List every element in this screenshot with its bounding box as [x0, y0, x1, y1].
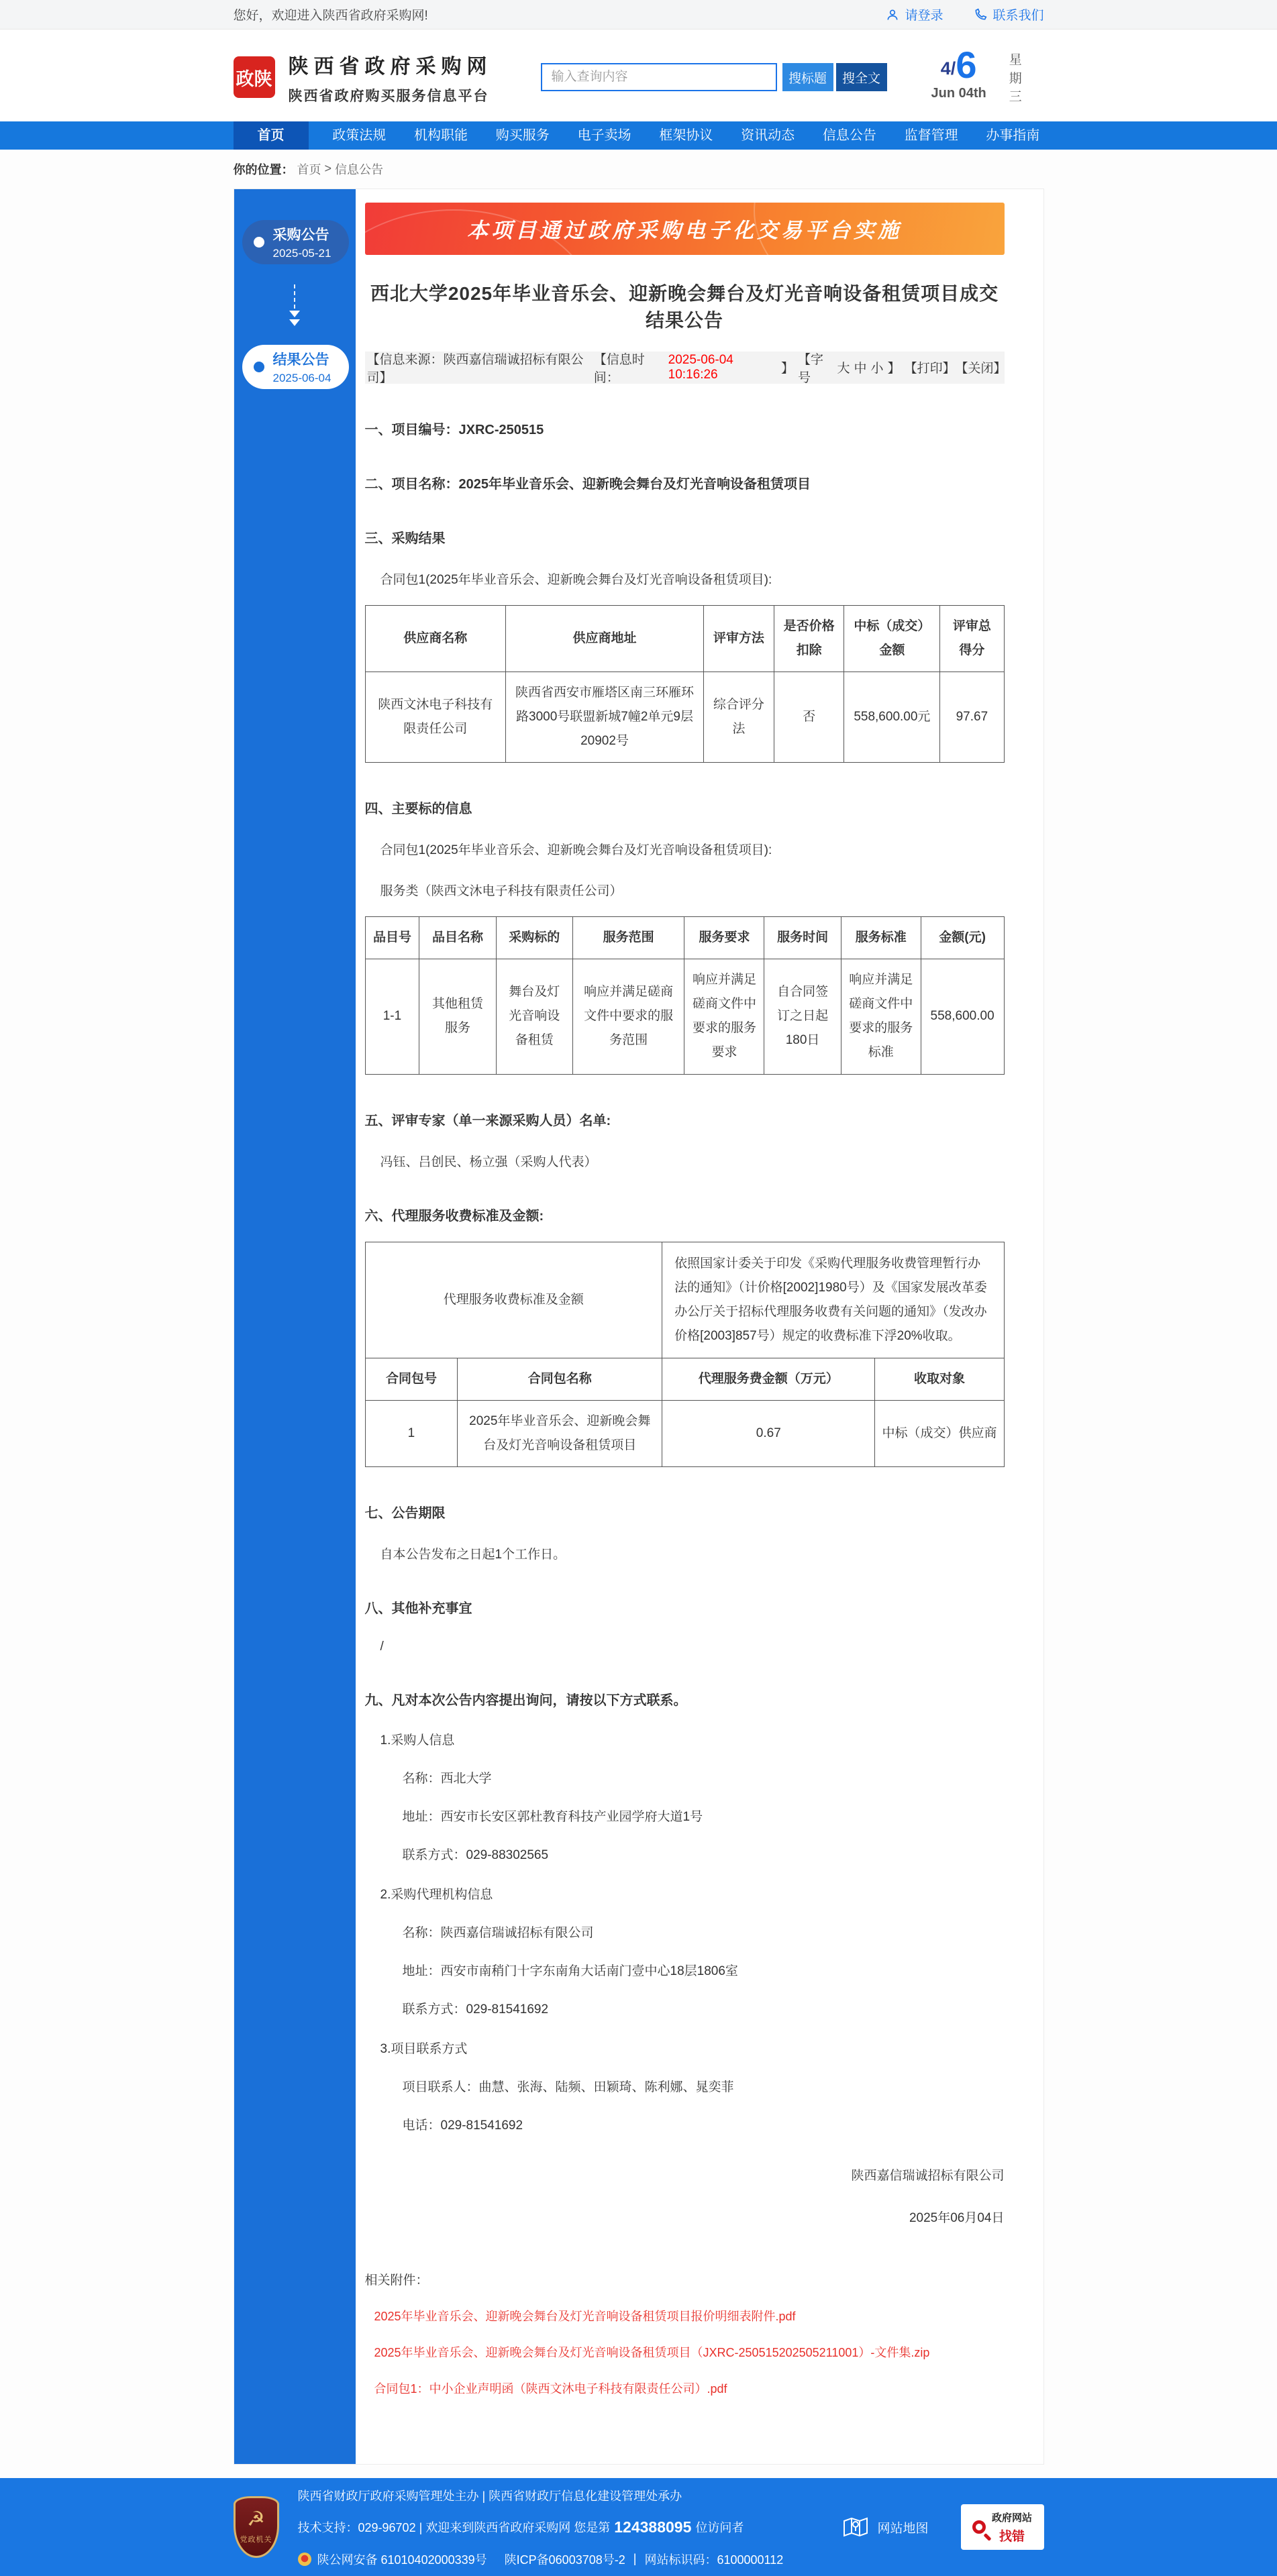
party-government-emblem-icon: ☭ 党政机关 — [234, 2496, 279, 2558]
sidebar-item-result-announcement[interactable]: 结果公告 2025-06-04 — [242, 345, 349, 389]
user-icon — [886, 8, 899, 21]
info-time: 2025-06-04 10:16:26 — [668, 352, 733, 382]
nav-item-announcements[interactable]: 信息公告 — [822, 127, 876, 143]
subject-type-line: 服务类（陕西文沐电子科技有限责任公司） — [380, 884, 623, 899]
site-logo: 政陕 — [234, 56, 275, 98]
timeline-dot — [254, 237, 264, 248]
result-package-line: 合同包1(2025年毕业音乐会、迎新晚会舞台及灯光音响设备租赁项目): — [380, 572, 772, 587]
period-value: 自本公告发布之日起1个工作日。 — [380, 1548, 566, 1562]
buyer-info-heading: 1.采购人信息 — [380, 1733, 455, 1748]
result-table — [365, 605, 1005, 763]
topbar — [0, 0, 1277, 30]
search-input[interactable] — [541, 63, 777, 91]
signoff-company: 陕西嘉信瑞诚招标有限公司 — [851, 2169, 1005, 2184]
table-row: 1 2025年毕业音乐会、迎新晚会舞台及灯光音响设备租赁项目 0.67 中标（成交）供应商 — [365, 1401, 1004, 1467]
attachments-section — [365, 2270, 1005, 2397]
table-header-row: 合同包号 合同包名称 代理服务费金额（万元） 收取对象 — [365, 1358, 1004, 1400]
gongan-beian-link[interactable]: 陕公网安备 61010402000339号 — [317, 2553, 487, 2567]
info-time-open: 【信息时间： — [593, 352, 645, 385]
fontsize-small-button[interactable]: 小 — [870, 362, 884, 376]
section-other-title: 八、其他补充事宜 — [364, 1601, 472, 1617]
magnifier-icon — [972, 2520, 986, 2534]
breadcrumb-home[interactable]: 首页 — [297, 162, 321, 176]
site-header — [0, 30, 1277, 121]
main-nav — [0, 121, 1277, 150]
nav-item-guide[interactable]: 办事指南 — [986, 127, 1040, 143]
breadcrumb-current[interactable]: 信息公告 — [335, 162, 384, 176]
attachment-link-file-set[interactable]: 2025年毕业音乐会、迎新晚会舞台及灯光音响设备租赁项目（JXRC-250515202505211001）-文件集.zip — [374, 2346, 930, 2360]
timeline-arrow-down-icon — [234, 284, 356, 326]
search-area — [541, 63, 887, 91]
breadcrumb — [0, 150, 1277, 189]
table-row: 1-1 其他租赁服务 舞台及灯光音响设备租赁 响应并满足磋商文件中要求的服务范围 响应并满足磋商文件中要求的服务 要求 自合同签订之日起180日 响应并满足磋商文件中要求的服务标准 558,600.00 — [365, 959, 1004, 1074]
banner-text: 本项目通过政府采购电子化交易平台实施 — [467, 219, 902, 243]
project-contact-phone: 电话：029-81541692 — [402, 2118, 523, 2133]
agency-address: 地址：西安市南稍门十字东南角大话南门壹中心18层1806室 — [402, 1964, 738, 1979]
info-time-close: 】 — [781, 362, 795, 376]
sitemap-link[interactable]: 网站地图 — [843, 2516, 928, 2538]
footer-beian-line: 陕公网安备 61010402000339号 陕ICP备06003708号-2 | 网站标识码：6100000112 — [298, 2551, 784, 2568]
search-fulltext-button[interactable]: 搜全文 — [836, 63, 887, 91]
buyer-phone: 联系方式：029-88302565 — [402, 1848, 549, 1863]
section-subject-title: 四、主要标的信息 — [364, 802, 472, 817]
phone-icon — [974, 8, 987, 21]
login-link[interactable]: 请登录 — [886, 5, 943, 23]
visitor-count: 124388095 — [614, 2518, 692, 2536]
section-period-title: 七、公告期限 — [364, 1506, 446, 1521]
section-contact-title: 九、凡对本次公告内容提出询问，请按以下方式联系。 — [364, 1693, 687, 1709]
fontsize-close: 】 — [887, 362, 901, 376]
agency-fee-table — [365, 1242, 1005, 1468]
site-footer — [0, 2478, 1277, 2576]
nav-item-home[interactable]: 首页 — [234, 121, 309, 150]
page-title: 西北大学2025年毕业音乐会、迎新晚会舞台及灯光音响设备租赁项目成交结果公告 — [370, 282, 999, 331]
print-button[interactable]: 【打印】 — [904, 362, 956, 376]
section-result-title: 三、采购结果 — [364, 531, 446, 546]
close-button[interactable]: 【关闭】 — [955, 362, 1007, 376]
section-project-number: 一、项目编号：JXRC-250515 — [364, 422, 544, 437]
fontsize-open: 【字号 — [798, 352, 824, 385]
project-contact-heading: 3.项目联系方式 — [380, 2042, 468, 2057]
fontsize-medium-button[interactable]: 中 — [854, 362, 867, 376]
sidebar-item-procurement-announcement[interactable]: 采购公告 2025-05-21 — [242, 220, 349, 264]
signoff-date: 2025年06月04日 — [909, 2211, 1005, 2226]
site-title: 陕西省政府采购网 — [288, 55, 493, 78]
platform-banner — [365, 203, 1005, 255]
section-agency-fee-title: 六、代理服务收费标准及金额: — [364, 1208, 544, 1224]
search-title-button[interactable]: 搜标题 — [782, 63, 833, 91]
table-header-row: 供应商名称 供应商地址 评审方法 是否价格扣除 中标（成交）金额 评审总得分 — [365, 605, 1004, 672]
project-contact-names: 项目联系人：曲慧、张海、陆频、田颖琦、陈利娜、晁奕菲 — [402, 2080, 734, 2095]
attachment-link-sme-declaration[interactable]: 合同包1：中小企业声明函（陕西文沐电子科技有限责任公司）.pdf — [374, 2382, 727, 2396]
nav-item-framework-agreements[interactable]: 框架协议 — [659, 127, 713, 143]
date-english: Jun 04th — [931, 86, 986, 101]
subject-table — [365, 916, 1005, 1074]
table-row: 代理服务收费标准及金额 依照国家计委关于印发《采购代理服务收费管理暂行办法的通知》（计价格[2002]1980号）及《国家发展改革委办公厅关于招标代理服务收费有关问题的通知》（发改办价格[2003]857号）规定的收费标准下浮20%收取。 — [365, 1242, 1004, 1358]
agency-name: 名称：陕西嘉信瑞诚招标有限公司 — [402, 1926, 594, 1941]
nav-item-functions[interactable]: 机构职能 — [414, 127, 468, 143]
date-day: 6 — [956, 44, 977, 86]
timeline-dot — [254, 362, 264, 372]
police-badge-icon — [298, 2553, 311, 2566]
attachments-title: 相关附件： — [364, 2273, 429, 2288]
table-header-row: 品目号 品目名称 采购标的 服务范围 服务要求 服务时间 服务标准 金额(元) — [365, 917, 1004, 959]
info-source: 【信息来源：陕西嘉信瑞诚招标有限公司】 — [366, 352, 584, 385]
nav-item-supervision[interactable]: 监督管理 — [904, 127, 958, 143]
attachment-link-quote-detail[interactable]: 2025年毕业音乐会、迎新晚会舞台及灯光音响设备租赁项目报价明细表附件.pdf — [374, 2310, 796, 2324]
subject-package-line: 合同包1(2025年毕业音乐会、迎新晚会舞台及灯光音响设备租赁项目): — [380, 843, 772, 858]
contact-link[interactable]: 联系我们 — [974, 5, 1043, 23]
other-value: / — [380, 1640, 384, 1654]
nav-item-purchase-services[interactable]: 购买服务 — [495, 127, 550, 143]
breadcrumb-separator: > — [324, 162, 332, 176]
fontsize-large-button[interactable]: 大 — [837, 362, 850, 376]
agency-phone: 联系方式：029-81541692 — [402, 2002, 549, 2017]
weekday-label: 星期三 — [1009, 53, 1022, 105]
article-content — [356, 189, 1043, 2465]
nav-item-e-marketplace[interactable]: 电子卖场 — [577, 127, 631, 143]
gov-site-error-report-badge[interactable]: 政府网站 找错 — [961, 2504, 1044, 2550]
nav-item-policies[interactable]: 政策法规 — [332, 127, 387, 143]
table-row: 陕西文沐电子科技有限责任公司 陕西省西安市雁塔区南三环雁环路3000号联盟新城7幢2单元9层20902号 综合评分法 否 558,600.00元 97.67 — [365, 672, 1004, 762]
date-widget — [931, 44, 1024, 107]
section-experts-title: 五、评审专家（单一来源采购人员）名单: — [364, 1113, 611, 1128]
date-month: 4/ — [940, 58, 956, 79]
footer-organizer-line: 陕西省财政厅政府采购管理处主办 | 陕西省财政厅信息化建设管理处承办 — [297, 2489, 682, 2503]
section-project-name: 二、项目名称：2025年毕业音乐会、迎新晚会舞台及灯光音响设备租赁项目 — [364, 476, 811, 492]
footer-support-line: 技术支持：029-96702 | 欢迎来到陕西省政府采购网 您是第 124388095 位访问者 — [297, 2518, 744, 2536]
experts-names: 冯钰、吕创民、杨立强（采购人代表） — [380, 1155, 597, 1169]
site-code: 网站标识码：6100000112 — [644, 2553, 784, 2567]
buyer-address: 地址：西安市长安区郭杜教育科技产业园学府大道1号 — [402, 1810, 703, 1825]
map-icon — [843, 2516, 868, 2538]
site-subtitle: 陕西省政府购买服务信息平台 — [288, 88, 489, 104]
welcome-text: 您好，欢迎进入陕西省政府采购网! — [233, 9, 428, 23]
icp-beian-link[interactable]: 陕ICP备06003708号-2 — [504, 2553, 625, 2567]
timeline-sidebar — [234, 189, 356, 2465]
article-meta-bar — [365, 352, 1005, 384]
nav-item-news[interactable]: 资讯动态 — [741, 127, 795, 143]
agency-info-heading: 2.采购代理机构信息 — [380, 1888, 493, 1902]
signoff-block — [365, 2165, 1005, 2226]
buyer-name: 名称：西北大学 — [402, 1772, 492, 1786]
breadcrumb-label: 你的位置： — [233, 162, 294, 176]
